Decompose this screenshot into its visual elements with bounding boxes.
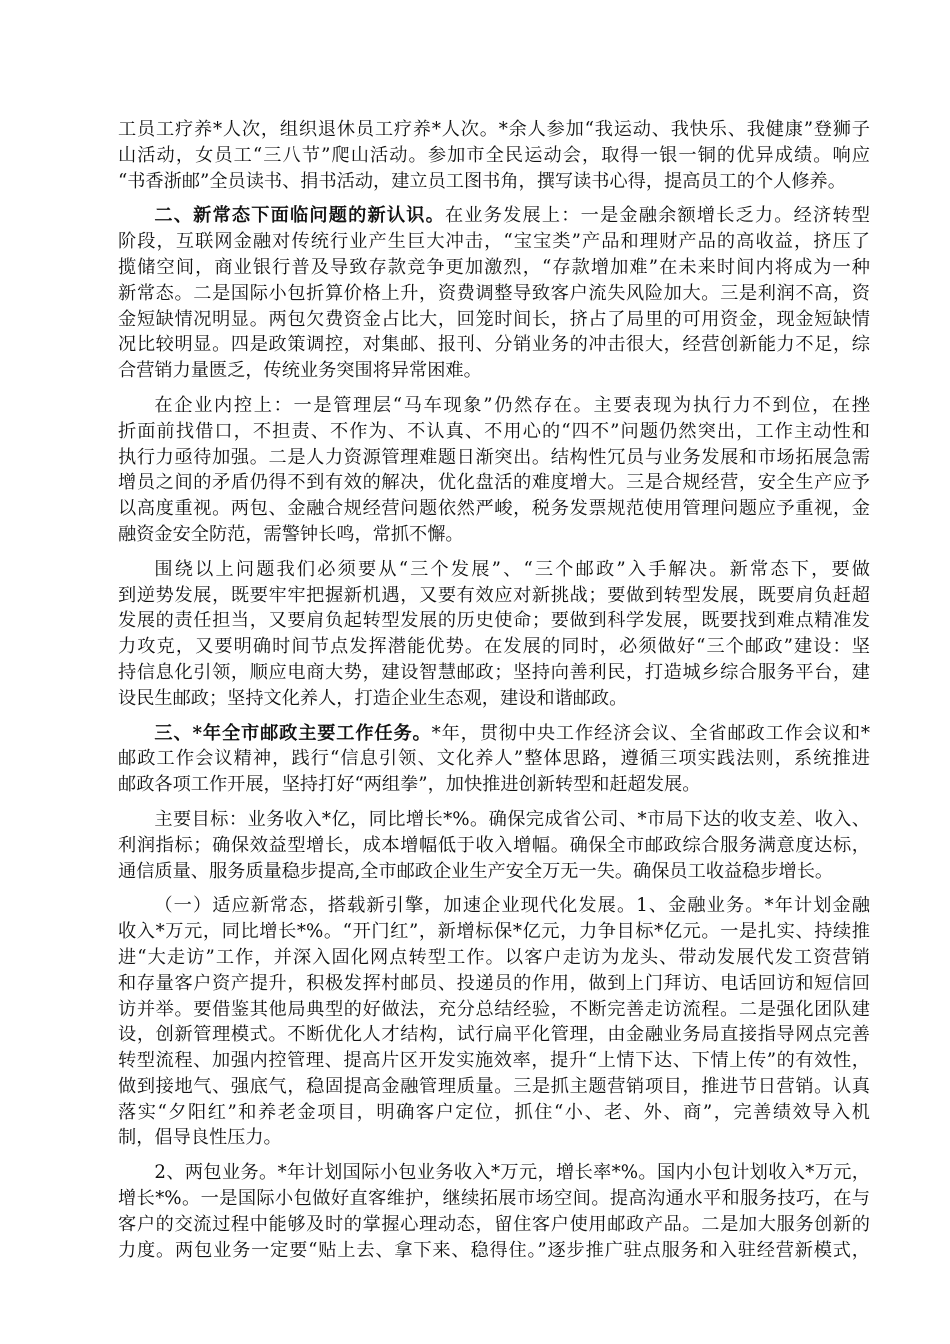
text-run: 金短缺情况明显。两包欠费资金占比大，回笼时间长，挤占了局里的可用资金，现金短缺情: [118, 308, 870, 330]
text-line: [118, 557, 870, 583]
text-run: 转型流程、加强内控管理、提高片区开发实施效率，提升“上情下达、下情上传”的有效性，: [118, 1050, 870, 1072]
text-line: [118, 470, 870, 496]
text-line: [118, 1074, 870, 1100]
text-run: 阶段，互联网金融对传统行业产生巨大冲击，“宝宝类”产品和理财产品的高收益，挤压了: [118, 231, 870, 253]
text-line: [118, 833, 870, 859]
text-line: [118, 583, 870, 609]
text-run: 到逆势发展，既要牢牢把握新机遇，又要有效应对新挑战；要做到转型发展，既要肩负赶超: [118, 584, 870, 606]
text-line: [118, 919, 870, 945]
text-line: [118, 634, 870, 660]
text-run: 和存量客户资产提升，积极发挥村邮员、投递员的作用，做到上门拜访、电话回访和短信回: [118, 972, 870, 994]
text-line: [118, 746, 870, 772]
document-page: [118, 117, 870, 1263]
text-run: 进“大走访”工作，并深入固化网点转型工作。以客户走访为龙头、带动发展代发工资营销: [118, 946, 870, 968]
text-line: [118, 445, 870, 471]
paragraph-gap: [118, 548, 870, 557]
text-line: [118, 522, 870, 548]
text-run: 围绕以上问题我们必须要从“三个发展”、“三个邮政”入手解决。新常态下，要做: [154, 558, 870, 580]
text-run: 制，倡导良性压力。: [118, 1127, 282, 1149]
paragraph: [118, 557, 870, 712]
text-line: [118, 997, 870, 1023]
text-run: 主要目标：业务收入*亿，同比增长*%。确保完成省公司、*市局下达的收支差、收入、: [154, 808, 870, 830]
text-run: 邮政各项工作开展，坚持打好“两组拳”，加快推进创新转型和赶超发展。: [118, 774, 701, 796]
text-line: [118, 1100, 870, 1126]
text-line: [118, 721, 870, 747]
text-run: 访并举。要借鉴其他局典型的好做法，充分总结经验，不断完善走访流程。二是强化团队建: [118, 998, 870, 1020]
text-line: [118, 1125, 870, 1151]
section-heading: 二、新常态下面临问题的新认识。: [154, 205, 445, 227]
text-line: [118, 859, 870, 885]
paragraph: [118, 393, 870, 548]
text-run: 力攻克，又要明确时间节点发挥潜能优势。在发展的同时，必须做好“三个邮政”建设：坚: [118, 636, 870, 658]
text-line: [118, 1212, 870, 1238]
text-line: [118, 203, 870, 229]
text-line: [118, 229, 870, 255]
paragraph: [118, 721, 870, 798]
paragraph: [118, 117, 870, 194]
text-run: 发展的责任担当，又要肩负起转型发展的历史使命；要做到科学发展，既要找到难点精准发: [118, 610, 870, 632]
text-run: 在企业内控上：一是管理层“马车现象”仍然存在。主要表现为执行力不到位，在挫: [154, 394, 870, 416]
text-run: 通信质量、服务质量稳步提高,全市邮政企业生产安全万无一失。确保员工收益稳步增长。: [118, 860, 834, 882]
text-line: [118, 893, 870, 919]
text-run: 力度。两包业务一定要“贴上去、拿下来、稳得住。”逐步推广驻点服务和入驻经营新模式，: [118, 1239, 870, 1261]
text-run: 利润指标；确保效益型增长，成本增幅低于收入增幅。确保全市邮政综合服务满意度达标，: [118, 834, 870, 856]
text-line: [118, 1160, 870, 1186]
text-run: 揽储空间，商业银行普及导致存款竞争更加激烈，“存款增加难”在未来时间内将成为一种: [118, 256, 870, 278]
text-line: [118, 143, 870, 169]
paragraph-gap: [118, 1151, 870, 1160]
text-line: [118, 169, 870, 195]
text-run: 合营销力量匮乏，传统业务突围将异常困难。: [118, 360, 482, 382]
text-line: [118, 807, 870, 833]
text-run: 山活动，女员工“三八节”爬山活动。参加市全民运动会，取得一银一铜的优异成绩。响应: [118, 144, 870, 166]
text-run: *年，贯彻中央工作经济会议、全省邮政工作会议和*: [431, 722, 870, 744]
text-line: [118, 255, 870, 281]
paragraph: [118, 893, 870, 1151]
text-line: [118, 281, 870, 307]
text-line: [118, 971, 870, 997]
text-run: 做到接地气、强底气，稳固提高金融管理质量。三是抓主题营销项目，推进节日营销。认真: [118, 1075, 870, 1097]
text-run: 工员工疗养*人次，组织退休员工疗养*人次。*余人参加“我运动、我快乐、我健康”登狮子: [118, 119, 870, 140]
text-run: 收入*万元，同比增长*%。“开门红”，新增标保*亿元，力争目标*亿元。一是扎实、持续推: [118, 921, 870, 943]
text-run: 以高度重视。两包、金融合规经营问题依然严峻，税务发票规范使用管理问题应予重视，金: [118, 498, 870, 520]
text-line: [118, 117, 870, 143]
paragraph-gap: [118, 798, 870, 807]
text-run: 执行力亟待加强。二是人力资源管理难题日渐突出。结构性冗员与业务发展和市场拓展急需: [118, 446, 870, 468]
paragraph-gap: [118, 384, 870, 393]
text-run: 2、两包业务。*年计划国际小包业务收入*万元，增长率*%。国内小包计划收入*万元，: [154, 1162, 870, 1184]
section-heading: 三、*年全市邮政主要工作任务。: [154, 722, 432, 744]
text-run: 新常态。二是国际小包折算价格上升，资费调整导致客户流失风险加大。三是利润不高，资: [118, 282, 870, 304]
text-run: 设民生邮政；坚持文化养人，打造企业生态观，建设和谐邮政。: [118, 687, 628, 709]
text-line: [118, 393, 870, 419]
text-line: [118, 945, 870, 971]
text-line: [118, 1186, 870, 1212]
paragraph-gap: [118, 712, 870, 721]
paragraph: [118, 807, 870, 884]
text-run: 融资金安全防范，需警钟长鸣，常抓不懈。: [118, 523, 464, 545]
text-line: [118, 660, 870, 686]
text-run: 邮政工作会议精神，践行“信息引领、文化养人”整体思路，遵循三项实践法则，系统推进: [118, 748, 870, 770]
text-run: 持信息化引领，顺应电商大势，建设智慧邮政；坚持向善利民，打造城乡综合服务平台，建: [118, 661, 870, 683]
text-line: [118, 1022, 870, 1048]
paragraph: [118, 203, 870, 384]
text-run: 客户的交流过程中能够及时的掌握心理动态，留住客户使用邮政产品。二是加大服务创新的: [118, 1213, 870, 1235]
text-line: [118, 358, 870, 384]
text-line: [118, 1238, 870, 1264]
text-run: （一）适应新常态，搭载新引擎，加速企业现代化发展。1、金融业务。*年计划金融: [154, 895, 870, 917]
text-line: [118, 772, 870, 798]
text-run: 设，创新管理模式。不断优化人才结构，试行扁平化管理，由金融业务局直接指导网点完善: [118, 1024, 870, 1046]
text-line: [118, 608, 870, 634]
text-line: [118, 332, 870, 358]
paragraph: [118, 1160, 870, 1263]
text-run: 况比较明显。四是政策调控，对集邮、报刊、分销业务的冲击很大，经营创新能力不足，综: [118, 334, 870, 356]
text-line: [118, 496, 870, 522]
text-run: 增员之间的矛盾仍得不到有效的解决，优化盘活的难度增大。三是合规经营，安全生产应予: [118, 472, 870, 494]
text-run: 增长*%。一是国际小包做好直客维护，继续拓展市场空间。提高沟通水平和服务技巧，在与: [118, 1188, 870, 1210]
text-line: [118, 419, 870, 445]
paragraph-gap: [118, 194, 870, 203]
text-run: “书香浙邮”全员读书、捐书活动，建立员工图书角，撰写读书心得，提高员工的个人修养。: [118, 170, 846, 192]
text-run: 折面前找借口，不担责、不作为、不认真、不用心的“四不”问题仍然突出，工作主动性和: [118, 420, 870, 442]
text-line: [118, 307, 870, 333]
paragraph-gap: [118, 884, 870, 893]
text-run: 落实“夕阳红”和养老金项目，明确客户定位，抓住“小、老、外、商”，完善绩效导入机: [118, 1101, 870, 1123]
text-line: [118, 1048, 870, 1074]
text-line: [118, 686, 870, 712]
text-run: 在业务发展上：一是金融余额增长乏力。经济转型: [444, 205, 870, 227]
